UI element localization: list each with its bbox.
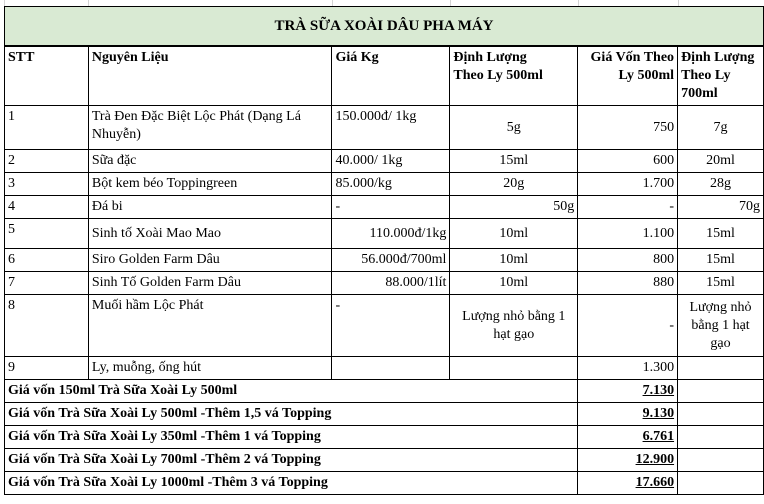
header-price-kg[interactable]: Giá Kg (332, 47, 450, 106)
cell-dose-500[interactable]: 10ml (450, 249, 578, 272)
summary-label[interactable]: Giá vốn Trà Sữa Xoài Ly 350ml -Thêm 1 vá Topping (5, 426, 578, 449)
cell-dose-700[interactable]: 15ml (678, 249, 764, 272)
cell-dose-700[interactable]: 20ml (678, 150, 764, 173)
table-row (5, 357, 764, 380)
cell-cost-500[interactable]: 750 (578, 106, 678, 150)
cell-price[interactable] (332, 357, 450, 380)
cell-dose-700[interactable]: 7g (678, 106, 764, 150)
table-row (5, 173, 764, 196)
table-row (5, 272, 764, 295)
sheet-title[interactable]: TRÀ SỮA XOÀI DÂU PHA MÁY (4, 6, 764, 46)
cell-dose-700-line1: Lượng nhỏ (689, 299, 752, 315)
header-cost-500-line2: Ly 500ml (618, 68, 675, 83)
cell-dose-500[interactable]: 10ml (450, 219, 578, 249)
cell-dose-700[interactable]: 70g (678, 196, 764, 219)
cell-dose-500-line2: hạt gạo (493, 326, 535, 342)
cell-dose-500[interactable]: 50g (450, 196, 578, 219)
table-row (5, 196, 764, 219)
summary-empty[interactable] (678, 403, 764, 426)
summary-value[interactable]: 17.660 (578, 472, 678, 495)
cell-stt[interactable]: 5 (5, 219, 89, 249)
cell-stt[interactable]: 1 (5, 106, 89, 150)
cell-price[interactable]: 150.000đ/ 1kg (332, 106, 450, 150)
cell-ingredient[interactable]: Ly, muỗng, ống hút (88, 357, 332, 380)
summary-label[interactable]: Giá vốn Trà Sữa Xoài Ly 1000ml -Thêm 3 vá Topping (5, 472, 578, 495)
summary-row (5, 472, 764, 495)
cell-cost-500[interactable]: 800 (578, 249, 678, 272)
cell-dose-500[interactable]: 20g (450, 173, 578, 196)
cell-price[interactable]: 110.000đ/1kg (332, 219, 450, 249)
table-row (5, 249, 764, 272)
cell-price[interactable]: 85.000/kg (332, 173, 450, 196)
recipe-cost-table (4, 46, 764, 495)
summary-empty[interactable] (678, 449, 764, 472)
cell-dose-500-line1: Lượng nhỏ bằng 1 (462, 308, 566, 324)
cell-ingredient[interactable]: Đá bi (88, 196, 332, 219)
cell-ingredient[interactable]: Trà Đen Đặc Biệt Lộc Phát (Dạng Lá Nhuyễn) (88, 106, 332, 150)
summary-row (5, 449, 764, 472)
cell-dose-700[interactable] (678, 295, 764, 357)
cell-dose-500[interactable] (450, 295, 578, 357)
cell-ingredient[interactable]: Muối hầm Lộc Phát (88, 295, 332, 357)
cell-cost-500[interactable]: 1.300 (578, 357, 678, 380)
header-dose-700-line3: 700ml (681, 86, 718, 101)
cell-ingredient[interactable]: Sinh Tố Golden Farm Dâu (88, 272, 332, 295)
header-stt[interactable]: STT (5, 47, 89, 106)
cell-dose-500[interactable] (450, 357, 578, 380)
header-dose-500-line1: Định Lượng (453, 50, 527, 65)
cell-price[interactable]: 56.000đ/700ml (332, 249, 450, 272)
summary-empty[interactable] (678, 426, 764, 449)
header-dose-500[interactable] (450, 47, 578, 106)
header-cost-500[interactable] (578, 47, 678, 106)
summary-value[interactable]: 12.900 (578, 449, 678, 472)
header-dose-700-line2: Theo Ly (681, 68, 731, 83)
cell-stt[interactable]: 4 (5, 196, 89, 219)
cell-cost-500[interactable]: 880 (578, 272, 678, 295)
cell-stt[interactable]: 6 (5, 249, 89, 272)
cell-cost-500[interactable]: - (578, 196, 678, 219)
cell-dose-700[interactable]: 28g (678, 173, 764, 196)
summary-label[interactable]: Giá vốn 150ml Trà Sữa Xoài Ly 500ml (5, 380, 578, 403)
cell-price[interactable]: 40.000/ 1kg (332, 150, 450, 173)
cell-dose-700[interactable]: 15ml (678, 272, 764, 295)
header-dose-700[interactable] (678, 47, 764, 106)
cell-stt[interactable]: 2 (5, 150, 89, 173)
cell-cost-500[interactable]: - (578, 295, 678, 357)
summary-row (5, 426, 764, 449)
header-row (5, 47, 764, 106)
table-row (5, 106, 764, 150)
cell-stt[interactable]: 7 (5, 272, 89, 295)
cell-dose-700-line2: bằng 1 hạt (691, 317, 750, 333)
table-row (5, 150, 764, 173)
cell-price[interactable]: - (332, 295, 450, 357)
summary-label[interactable]: Giá vốn Trà Sữa Xoài Ly 500ml -Thêm 1,5 vá Topping (5, 403, 578, 426)
cell-ingredient[interactable]: Siro Golden Farm Dâu (88, 249, 332, 272)
cell-stt[interactable]: 8 (5, 295, 89, 357)
cell-price[interactable]: 88.000/1lít (332, 272, 450, 295)
cell-ingredient[interactable]: Sinh tố Xoài Mao Mao (88, 219, 332, 249)
cell-stt[interactable]: 9 (5, 357, 89, 380)
cell-dose-700-line3: gạo (710, 335, 731, 351)
cell-ingredient[interactable]: Sữa đặc (88, 150, 332, 173)
cell-stt[interactable]: 3 (5, 173, 89, 196)
cell-price[interactable]: - (332, 196, 450, 219)
header-ingredient[interactable]: Nguyên Liệu (88, 47, 332, 106)
header-cost-500-line1: Giá Vốn Theo (590, 50, 675, 65)
cell-ingredient[interactable]: Bột kem béo Toppingreen (88, 173, 332, 196)
cell-cost-500[interactable]: 600 (578, 150, 678, 173)
summary-value[interactable]: 9.130 (578, 403, 678, 426)
header-dose-700-line1: Định Lượng (681, 50, 755, 65)
cell-dose-500[interactable]: 5g (450, 106, 578, 150)
cell-cost-500[interactable]: 1.100 (578, 219, 678, 249)
summary-value[interactable]: 6.761 (578, 426, 678, 449)
cell-dose-700[interactable]: 15ml (678, 219, 764, 249)
table-row (5, 295, 764, 357)
table-row (5, 219, 764, 249)
cell-dose-500[interactable]: 15ml (450, 150, 578, 173)
cell-dose-500[interactable]: 10ml (450, 272, 578, 295)
summary-row (5, 403, 764, 426)
cell-cost-500[interactable]: 1.700 (578, 173, 678, 196)
cell-dose-700[interactable] (678, 357, 764, 380)
summary-value[interactable]: 7.130 (578, 380, 678, 403)
header-dose-500-line2: Theo Ly 500ml (453, 68, 543, 83)
summary-label[interactable]: Giá vốn Trà Sữa Xoài Ly 700ml -Thêm 2 vá Topping (5, 449, 578, 472)
summary-empty[interactable] (678, 380, 764, 403)
summary-empty[interactable] (678, 472, 764, 495)
summary-row (5, 380, 764, 403)
